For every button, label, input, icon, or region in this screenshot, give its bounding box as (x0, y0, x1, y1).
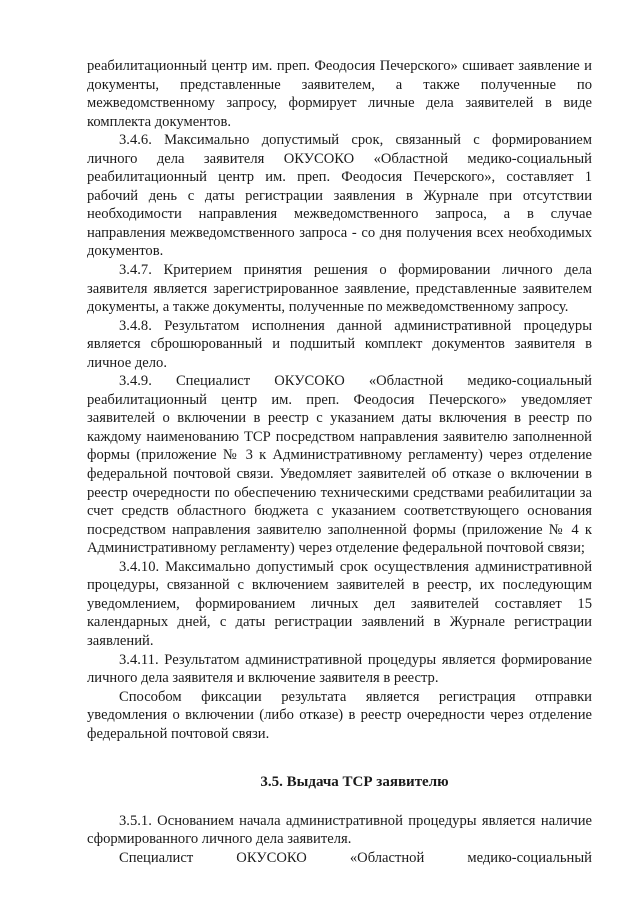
paragraph-3-4-8: 3.4.8. Результатом исполнения данной административной процедуры является сброшюрованный и подшитый комплект документов заявителя в личное дело. (87, 317, 592, 371)
paragraph-3-4-11: 3.4.11. Результатом административной процедуры является формирование личного дела заявителя и включение заявителя в реестр. (87, 651, 592, 687)
paragraph-3-5-1: 3.5.1. Основанием начала административной процедуры является наличие сформированного личного дела заявителя. (87, 812, 592, 848)
paragraph-continuation: реабилитационный центр им. преп. Феодосия Печерского» сшивает заявление и документы, представленные заявителем, а также полученные по межведомственному запросу, формирует личные дела заявителей в виде комплекта документов. (87, 58, 592, 130)
document-page (87, 57, 592, 867)
paragraph-3-4-6: 3.4.6. Максимально допустимый срок, связанный с формированием личного дела заявителя ОКУСОКО «Областной медико-социальный реабилитационный центр им. преп. Феодосия Печерского», составляет 1 рабочий день с даты регистрации заявления в Журнале при отсутствии необходимости направления межведомственного запроса, а в случае направления межведомственного запроса - со дня получения всех необходимых документов. (87, 132, 592, 260)
paragraph-3-4-9: 3.4.9. Специалист ОКУСОКО «Областной медико-социальный реабилитационный центр им. преп. Феодосия Печерского» уведомляет заявителей о включении в реестр с указанием даты включения в реестр по каждому наименованию ТСР посредством направления заявителю заполненной формы (приложение № 3 к Административному регламенту) через отделение федеральной почтовой связи. Уведомляет заявителей об отказе о включении в реестр очередности по обеспечению техническими средствами реабилитации за счет средств областного бюджета с указанием соответствующего основания посредством направления заявителю заполненной формы (приложение № 4 к Административному регламенту) через отделение федеральной почтовой связи; (87, 373, 592, 557)
paragraph-fixation-method: Способом фиксации результата является регистрация отправки уведомления о включении (либо отказе) в реестр очередности через отделение федеральной почтовой связи. (87, 688, 592, 742)
paragraph-specialist: Специалист ОКУСОКО «Областной медико-социальный (119, 849, 592, 866)
paragraph-3-4-7: 3.4.7. Критерием принятия решения о формировании личного дела заявителя является зарегистрированное заявление, представленные заявителем документы, а также документы, полученные по межведомственному запросу. (87, 262, 592, 316)
section-heading: 3.5. Выдача ТСР заявителю (260, 774, 449, 791)
paragraph-3-4-10: 3.4.10. Максимально допустимый срок осуществления административной процедуры, связанной с включением заявителей в реестр, их последующим уведомлением, формированием личных дел заявителей составляет 15 календарных дней, с даты регистрации заявлений в Журнале регистрации заявлений. (87, 558, 592, 649)
